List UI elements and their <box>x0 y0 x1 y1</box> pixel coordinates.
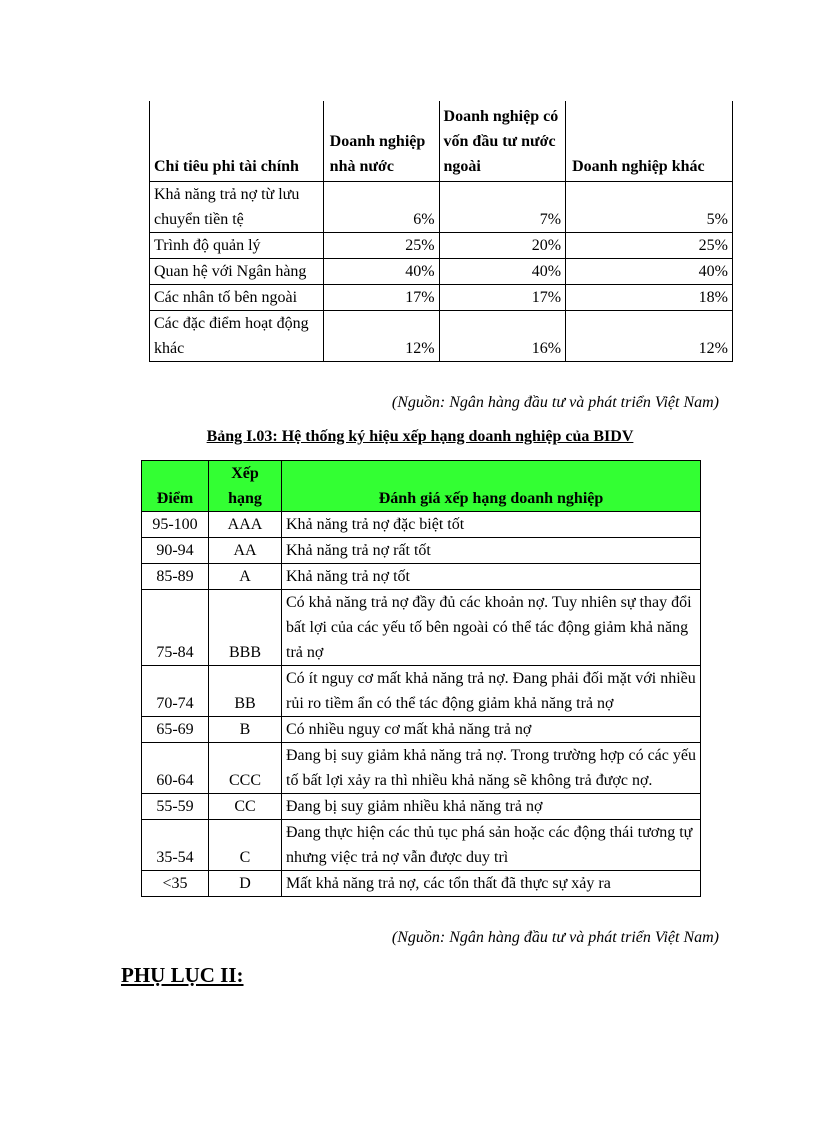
source-note: (Nguồn: Ngân hàng đầu tư và phát triển Việt Nam) <box>391 929 719 946</box>
table-cell: Khả năng trả nợ rất tốt <box>282 538 701 564</box>
table-cell: D <box>209 871 282 897</box>
table-header-cell: Doanh nghiệp khác <box>566 101 733 182</box>
table-cell: 40% <box>439 259 566 285</box>
table-row <box>150 311 733 362</box>
table-cell: 75-84 <box>142 590 209 666</box>
table-cell: Đang thực hiện các thủ tục phá sản hoặc các động thái tương tự nhưng việc trả nợ vẫn được duy trì <box>282 820 701 871</box>
table-cell: C <box>209 820 282 871</box>
table-cell: 65-69 <box>142 717 209 743</box>
table-header-row <box>150 101 733 182</box>
table-row <box>142 666 701 717</box>
table-row <box>150 233 733 259</box>
table-cell: Có nhiều nguy cơ mất khả năng trả nợ <box>282 717 701 743</box>
table-cell: 40% <box>566 259 733 285</box>
table-cell: 7% <box>439 182 566 233</box>
table-row <box>142 564 701 590</box>
table-header-cell: Điểm <box>142 461 209 512</box>
table-cell: BBB <box>209 590 282 666</box>
table-row <box>142 538 701 564</box>
table-cell: 12% <box>323 311 439 362</box>
table-header-cell: Doanh nghiệp có vốn đầu tư nước ngoài <box>439 101 566 182</box>
table-cell: 90-94 <box>142 538 209 564</box>
table-cell: 17% <box>323 285 439 311</box>
table-row <box>142 871 701 897</box>
table-cell: Trình độ quản lý <box>150 233 324 259</box>
table-header-cell: Đánh giá xếp hạng doanh nghiệp <box>282 461 701 512</box>
table-row <box>142 794 701 820</box>
table-header-cell: Xếp hạng <box>209 461 282 512</box>
table-cell: 16% <box>439 311 566 362</box>
table-row <box>142 512 701 538</box>
table-cell: 6% <box>323 182 439 233</box>
table-cell: Có ít nguy cơ mất khả năng trả nợ. Đang phải đối mặt với nhiều rủi ro tiềm ẩn có thể tác động giảm khả năng trả nợ <box>282 666 701 717</box>
table-cell: Đang bị suy giảm nhiều khả năng trả nợ <box>282 794 701 820</box>
table-cell: CC <box>209 794 282 820</box>
appendix-heading: PHỤ LỤC II: <box>121 963 244 987</box>
table-row <box>142 717 701 743</box>
table-cell: 40% <box>323 259 439 285</box>
table-cell: A <box>209 564 282 590</box>
table-row <box>142 590 701 666</box>
table-row <box>150 259 733 285</box>
table-cell: Có khả năng trả nợ đầy đủ các khoản nợ. Tuy nhiên sự thay đổi bất lợi của các yếu tố bên ngoài có thể tác động giảm khả năng trả nợ <box>282 590 701 666</box>
table-cell: 70-74 <box>142 666 209 717</box>
source-note: (Nguồn: Ngân hàng đầu tư và phát triển Việt Nam) <box>391 394 719 411</box>
table-cell: 20% <box>439 233 566 259</box>
table-cell: CCC <box>209 743 282 794</box>
non-financial-weights-table <box>149 101 733 362</box>
table-header-cell: Chỉ tiêu phi tài chính <box>150 101 324 182</box>
table-cell: 25% <box>323 233 439 259</box>
rating-scale-table <box>141 460 701 897</box>
table-caption <box>0 428 816 446</box>
table-row <box>150 285 733 311</box>
table-cell: AA <box>209 538 282 564</box>
table-cell: 60-64 <box>142 743 209 794</box>
table-cell: <35 <box>142 871 209 897</box>
table-cell: Quan hệ với Ngân hàng <box>150 259 324 285</box>
table-row <box>150 182 733 233</box>
table-cell: 18% <box>566 285 733 311</box>
table-cell: Khả năng trả nợ đặc biệt tốt <box>282 512 701 538</box>
table-cell: Khả năng trả nợ từ lưu chuyển tiền tệ <box>150 182 324 233</box>
table-cell: Mất khả năng trả nợ, các tổn thất đã thực sự xảy ra <box>282 871 701 897</box>
table-header-row <box>142 461 701 512</box>
table-cell: 5% <box>566 182 733 233</box>
table-cell: B <box>209 717 282 743</box>
table-caption-text: Bảng I.03: Hệ thống ký hiệu xếp hạng doanh nghiệp của BIDV <box>206 428 634 445</box>
table-row <box>142 743 701 794</box>
table-cell: BB <box>209 666 282 717</box>
table-cell: Các đặc điểm hoạt động khác <box>150 311 324 362</box>
table-cell: Các nhân tố bên ngoài <box>150 285 324 311</box>
table-row <box>142 820 701 871</box>
table-cell: 35-54 <box>142 820 209 871</box>
table-cell: 12% <box>566 311 733 362</box>
table-cell: 25% <box>566 233 733 259</box>
table-cell: AAA <box>209 512 282 538</box>
table-cell: Đang bị suy giảm khả năng trả nợ. Trong trường hợp có các yếu tố bất lợi xảy ra thì nhiều khả năng sẽ không trả được nợ. <box>282 743 701 794</box>
table-cell: 17% <box>439 285 566 311</box>
table-cell: 55-59 <box>142 794 209 820</box>
table-cell: Khả năng trả nợ tốt <box>282 564 701 590</box>
table-cell: 95-100 <box>142 512 209 538</box>
table-cell: 85-89 <box>142 564 209 590</box>
table-header-cell: Doanh nghiệp nhà nước <box>323 101 439 182</box>
